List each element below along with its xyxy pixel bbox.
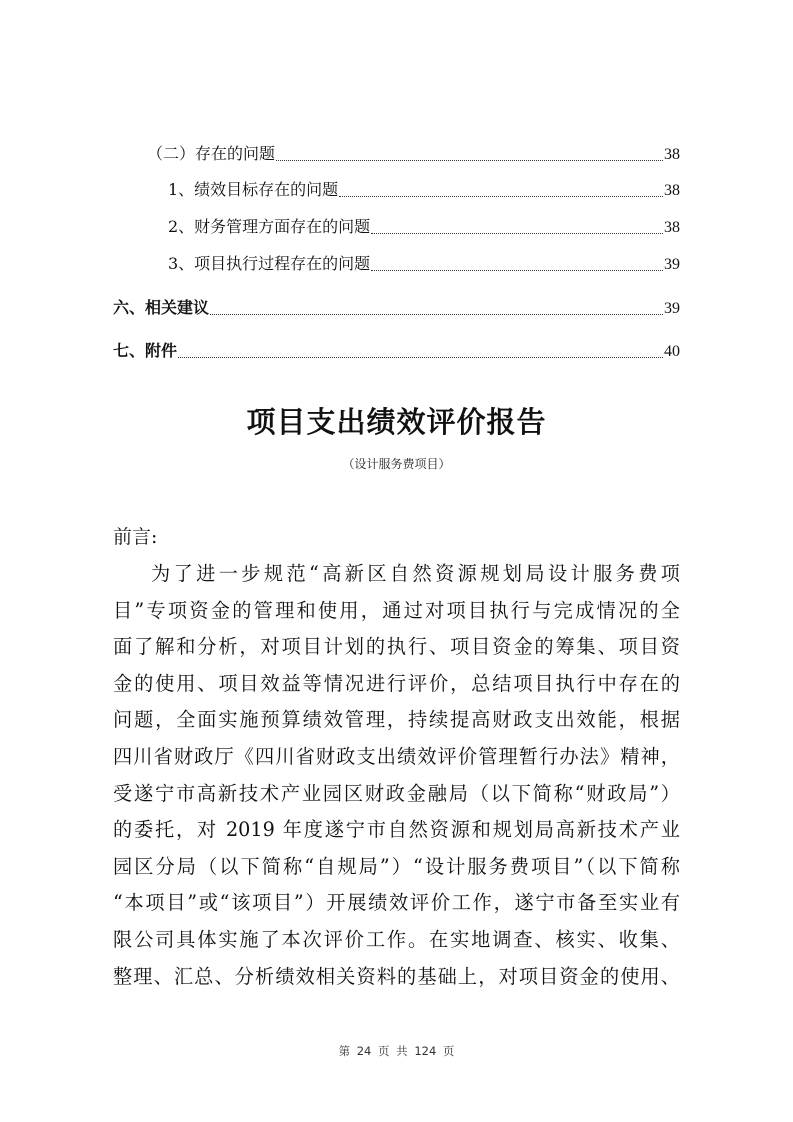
toc-entry-page: 38 [664, 146, 680, 163]
paragraph-line: 限公司具体实施了本次评价工作。在实地调查、核实、收集、 [113, 927, 680, 951]
toc-leader-dots [371, 269, 663, 271]
page-footer: 第 24 页 共 124 页 [338, 1044, 455, 1058]
report-subtitle: （设计服务费项目） [342, 457, 451, 471]
paragraph-line: 四川省财政厅《四川省财政支出绩效评价管理暂行办法》精神， [113, 744, 680, 768]
paragraph-line: 整理、汇总、分析绩效相关资料的基础上，对项目资金的使用、 [113, 964, 680, 988]
report-title: 项目支出绩效评价报告 [246, 405, 547, 439]
toc-entry[interactable] [168, 217, 680, 238]
toc-entry[interactable] [147, 144, 680, 165]
toc-entry-page: 39 [664, 256, 680, 273]
toc-leader-dots [178, 356, 663, 358]
paragraph-line: 为了进一步规范“高新区自然资源规划局设计服务费项 [151, 562, 680, 585]
toc-entry[interactable] [113, 298, 680, 319]
paragraph-line: 园区分局（以下简称“自规局”）“设计服务费项目”（以下简称 [113, 854, 680, 878]
paragraph-line: “本项目”或“该项目”）开展绩效评价工作，遂宁市备至实业有 [113, 891, 680, 915]
paragraph-line: 受遂宁市高新技术产业园区财政金融局（以下简称“财政局”） [113, 781, 680, 805]
toc-entry[interactable] [168, 254, 680, 275]
paragraph-line: 面了解和分析，对项目计划的执行、项目资金的筹集、项目资 [113, 635, 680, 659]
toc-entry-label: （二）存在的问题 [147, 144, 276, 163]
toc-leader-dots [339, 195, 663, 197]
preface-paragraph [113, 556, 680, 995]
toc-entry-page: 38 [664, 219, 680, 236]
toc-entry[interactable] [168, 180, 680, 201]
paragraph-line: 目”专项资金的管理和使用，通过对项目执行与完成情况的全 [113, 598, 680, 622]
toc-entry[interactable] [113, 341, 680, 362]
toc-leader-dots [210, 313, 663, 315]
toc-leader-dots [371, 232, 663, 234]
toc-entry-label: 2、财务管理方面存在的问题 [168, 217, 371, 236]
toc-entry-page: 39 [664, 300, 680, 317]
toc-entry-label: 3、项目执行过程存在的问题 [168, 254, 371, 273]
paragraph-line: 金的使用、项目效益等情况进行评价，总结项目执行中存在的 [113, 671, 680, 695]
paragraph-line: 问题，全面实施预算绩效管理，持续提高财政支出效能，根据 [113, 708, 680, 732]
toc-entry-label: 1、绩效目标存在的问题 [168, 180, 339, 199]
toc-entry-page: 40 [664, 343, 680, 360]
toc-entry-page: 38 [664, 182, 680, 199]
toc-entry-label: 七、附件 [113, 341, 178, 360]
toc-entry-label: 六、相关建议 [113, 298, 210, 317]
preface-heading: 前言: [113, 526, 158, 548]
toc-leader-dots [276, 159, 663, 161]
paragraph-line: 的委托，对 2019 年度遂宁市自然资源和规划局高新技术产业 [113, 818, 680, 842]
